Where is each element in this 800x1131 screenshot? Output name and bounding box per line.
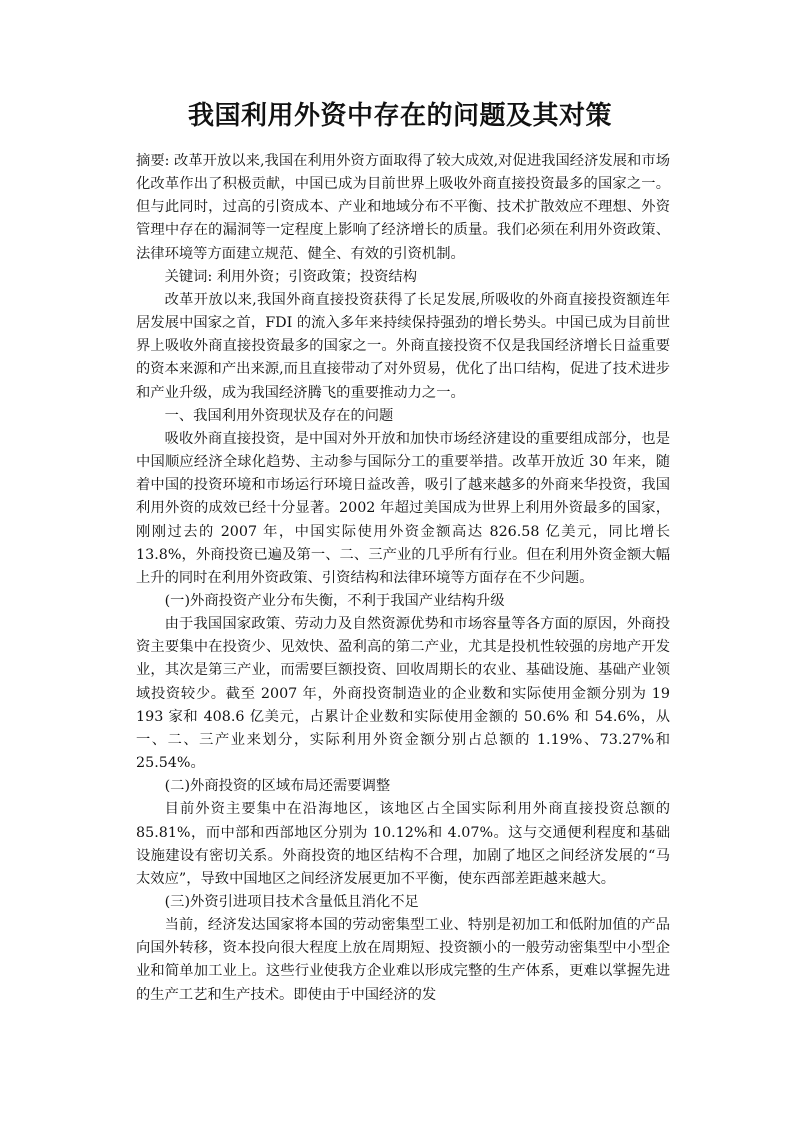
section-paragraph: 吸收外商直接投资，是中国对外开放和加快市场经济建设的重要组成部分，也是中国顺应经济全球化趋势、主动参与国际分工的重要举措。改革开放近 30 年来，随着中国的投资环境和市场运行环境日益改善，吸引了越来越多的外商来华投资，我国利用外资的成效已经十分显著。2002 年超过美国成为世界上利用外资最多的国家，刚刚过去的 2007 年，中国实际使用外资金额高达 826.58 亿美元，同比增长 13.8%，外商投资已遍及第一、二、三产业的几乎所有行业。但在利用外资金额大幅上升的同时在利用外资政策、引资结构和法律环境等方面存在不少问题。 [136,430,670,586]
abstract-paragraph: 摘要: 改革开放以来,我国在利用外资方面取得了较大成效,对促进我国经济发展和市场化改革作出了积极贡献，中国已成为目前世界上吸收外商直接投资最多的国家之一。但与此同时，过高的引资成本、产业和地域分布不平衡、技术扩散效应不理想、外资管理中存在的漏洞等一定程度上影响了经济增长的质量。我们必须在利用外资政策、法律环境等方面建立规范、健全、有效的引资机制。 [136,153,670,262]
subsection-heading: (三)外资引进项目技术含量低且消化不足 [164,894,419,910]
subsection-heading: (一)外商投资产业分布失衡，不利于我国产业结构升级 [164,592,505,609]
subsection-paragraph: 当前，经济发达国家将本国的劳动密集型工业、特别是初加工和低附加值的产品向国外转移，资本投向很大程度上放在周期短、投资额小的一般劳动密集型中小型企业和简单加工业上。这些行业使我方企业难以形成完整的生产体系，更难以掌握先进的生产工艺和生产技术。即使由于中国经济的发 [136,917,670,1003]
subsection-paragraph: 目前外资主要集中在沿海地区，该地区占全国实际利用外商直接投资总额的 85.81%，而中部和西部地区分别为 10.12%和 4.07%。这与交通便利程度和基础设施建设有密切关系。外商投资的地区结构不合理，加剧了地区之间经济发展的“马太效应”，导致中国地区之间经济发展更加不平衡，使东西部差距越来越大。 [136,801,670,887]
document-body [136,150,670,1007]
document-title: 我国利用外资中存在的问题及其对策 [187,101,612,131]
keywords-line: 关键词: 利用外资；引资政策；投资结构 [164,268,418,285]
subsection-paragraph: 由于我国国家政策、劳动力及自然资源优势和市场容量等各方面的原因，外商投资主要集中在投资少、见效快、盈利高的第二产业，尤其是投机性较强的房地产开发业，其次是第三产业，而需要巨额投资、回收周期长的农业、基础设施、基础产业领域投资较少。截至 2007 年，外商投资制造业的企业数和实际使用金额分别为 19 193 家和 408.6 亿美元，占累计企业数和实际使用金额的 50.6% 和 54.6%，从一、二、三产业来划分，实际利用外资金额分别占总额的 1.19%、73.27%和 25.54%。 [136,616,670,772]
subsection-heading: (二)外商投资的区域布局还需要调整 [164,778,391,795]
section-heading: 一、我国利用外资现状及存在的问题 [164,407,394,424]
intro-paragraph: 改革开放以来,我国外商直接投资获得了长足发展,所吸收的外商直接投资额连年居发展中国家之首，FDI 的流入多年来持续保持强劲的增长势头。中国已成为目前世界上吸收外商直接投资最多的国家之一。外商直接投资不仅是我国经济增长日益重要的资本来源和产出来源,而且直接带动了对外贸易，优化了出口结构，促进了技术进步和产业升级，成为我国经济腾飞的重要推动力之一。 [136,291,670,401]
